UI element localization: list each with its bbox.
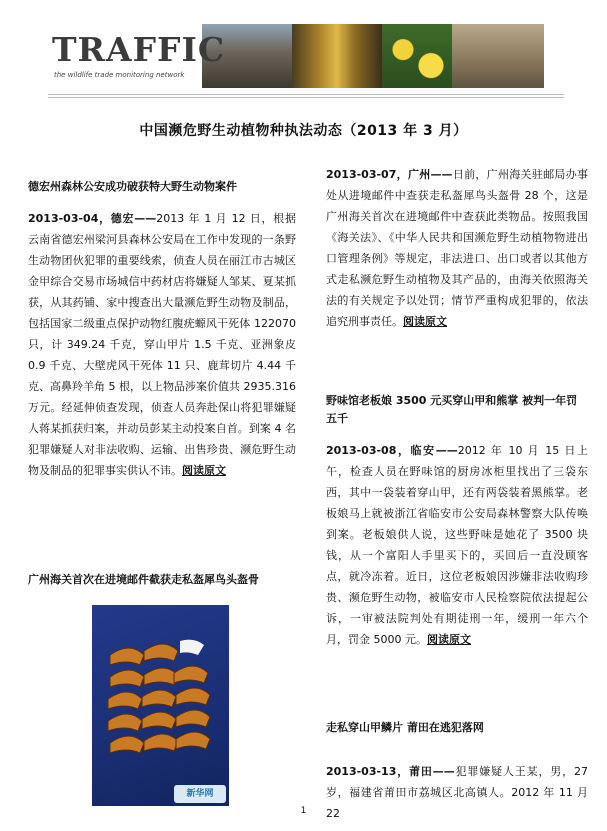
right-column-article2-body [326, 164, 588, 332]
logo-wordmark: TRAFFIC [52, 30, 226, 69]
article-paragraph [326, 440, 588, 650]
logo-tagline: the wildlife trade monitoring network [54, 71, 185, 79]
image-watermark-stamp [174, 785, 226, 803]
banner-photo-strip [202, 24, 564, 88]
article-body: 2012 年 10 月 15 日上午，检查人员在野味馆的厨房冰柜里找出了三袋东西，其中一袋装着穿山甲，还有两袋装着黑熊掌。老板娘马上就被浙江省临安市公安局森林警察大队传唤到案。老板娘供人说，这些野味是她花了 3500 块钱，从一个富阳人手里买下的，买回后一直没顾客点，就冷冻着。近日，这位老板娘因涉嫌非法收购珍贵、濒危野生动物，被临安市人民检察院依法提起公诉，一审被法院判处有期徒刑一年，缓刑一年六个月，罚金 5000 元。 [326, 444, 588, 646]
read-more-link[interactable]: 阅读原文 [182, 464, 226, 477]
page-number: 1 [300, 806, 307, 816]
article-dateline: 2013-03-07，广州—— [326, 168, 453, 181]
article-dateline: 2013-03-08，临安—— [326, 444, 458, 457]
article-paragraph [326, 164, 588, 332]
page-title: 中国濒危野生动植物种执法动态（2013 年 3 月） [139, 123, 468, 139]
banner-photo-bottles [292, 24, 382, 88]
traffic-logo [48, 24, 226, 88]
article-body: 2013 年 1 月 12 日，根据云南省德宏州梁河县森林公安局在工作中发现的一条野生动物团伙犯罪的重要线索，侦查人员在丽江市古城区金甲综合交易市场城信中药材店将嫌疑人邹某、夏某抓获，从其药铺、家中搜查出大量濒危野生动物及制品，包括国家二级重点保护动物红腹疣螈风干死体 122070 只，计 349.24 千克，穿山甲片 1.5 千克、亚洲象皮 0.9 千克、大壁虎风干死体 11 只、鹿茸切片 4.44 千克、高鼻羚羊角 5 根，以上物品涉案价值共 2935.316 万元。经延伸侦查发现，侦查人员奔赴保山将犯罪嫌疑人蒋某抓获归案，并动员彭某主动投案自首。到案 4 名犯罪嫌疑人对非法收购、运输、出售珍贵、濒危野生动物及制品的犯罪事实供认不讳。 [28, 212, 296, 477]
article-body: 日前，广州海关驻邮局办事处从进境邮件中查获走私盔犀鸟头盔骨 28 个，这是广州海关首次在进境邮件中查获此类物品。按照我国《海关法》、《中华人民共和国濒危野生动植物物进出口管理条例》等规定，非法进口、出口或者以其他方式走私濒危野生动植物及其产品的，由海关依照海关法的有关规定予以处罚；情节严重构成犯罪的，依法追究刑事责任。 [326, 168, 588, 328]
banner-photo-elephants [452, 24, 544, 88]
traffic-banner [48, 24, 564, 88]
left-column-article2 [28, 571, 296, 589]
header-rule-2 [48, 97, 564, 98]
right-column-article3 [326, 392, 588, 650]
article-headline: 广州海关首次在进境邮件截获走私盔犀鸟头盔骨 [28, 573, 259, 586]
article-body: 犯罪嫌疑人王某，男，27 岁，福建省莆田市荔城区北高镇人。2012 年 11 月 22 [326, 765, 588, 820]
header-rule [48, 94, 564, 95]
stamp-text: 新华网 [186, 789, 214, 799]
hornbill-casques-photo [92, 605, 229, 806]
article-dateline: 2013-03-13，莆田—— [326, 765, 455, 778]
article-headline: 野味馆老板娘 3500 元买穿山甲和熊掌 被判一年罚五千 [326, 394, 578, 425]
hornbill-casques-illustration [100, 635, 218, 785]
article-headline: 走私穿山甲鳞片 莆田在逃犯落网 [326, 721, 484, 734]
left-column [28, 178, 296, 481]
banner-photo-flowers [382, 24, 452, 88]
article-headline: 德宏州森林公安成功破获特大野生动物案件 [28, 180, 237, 193]
article-dateline: 2013-03-04，德宏—— [28, 212, 157, 225]
read-more-link[interactable]: 阅读原文 [427, 633, 471, 646]
read-more-link[interactable]: 阅读原文 [403, 315, 447, 328]
article-paragraph [28, 208, 296, 481]
